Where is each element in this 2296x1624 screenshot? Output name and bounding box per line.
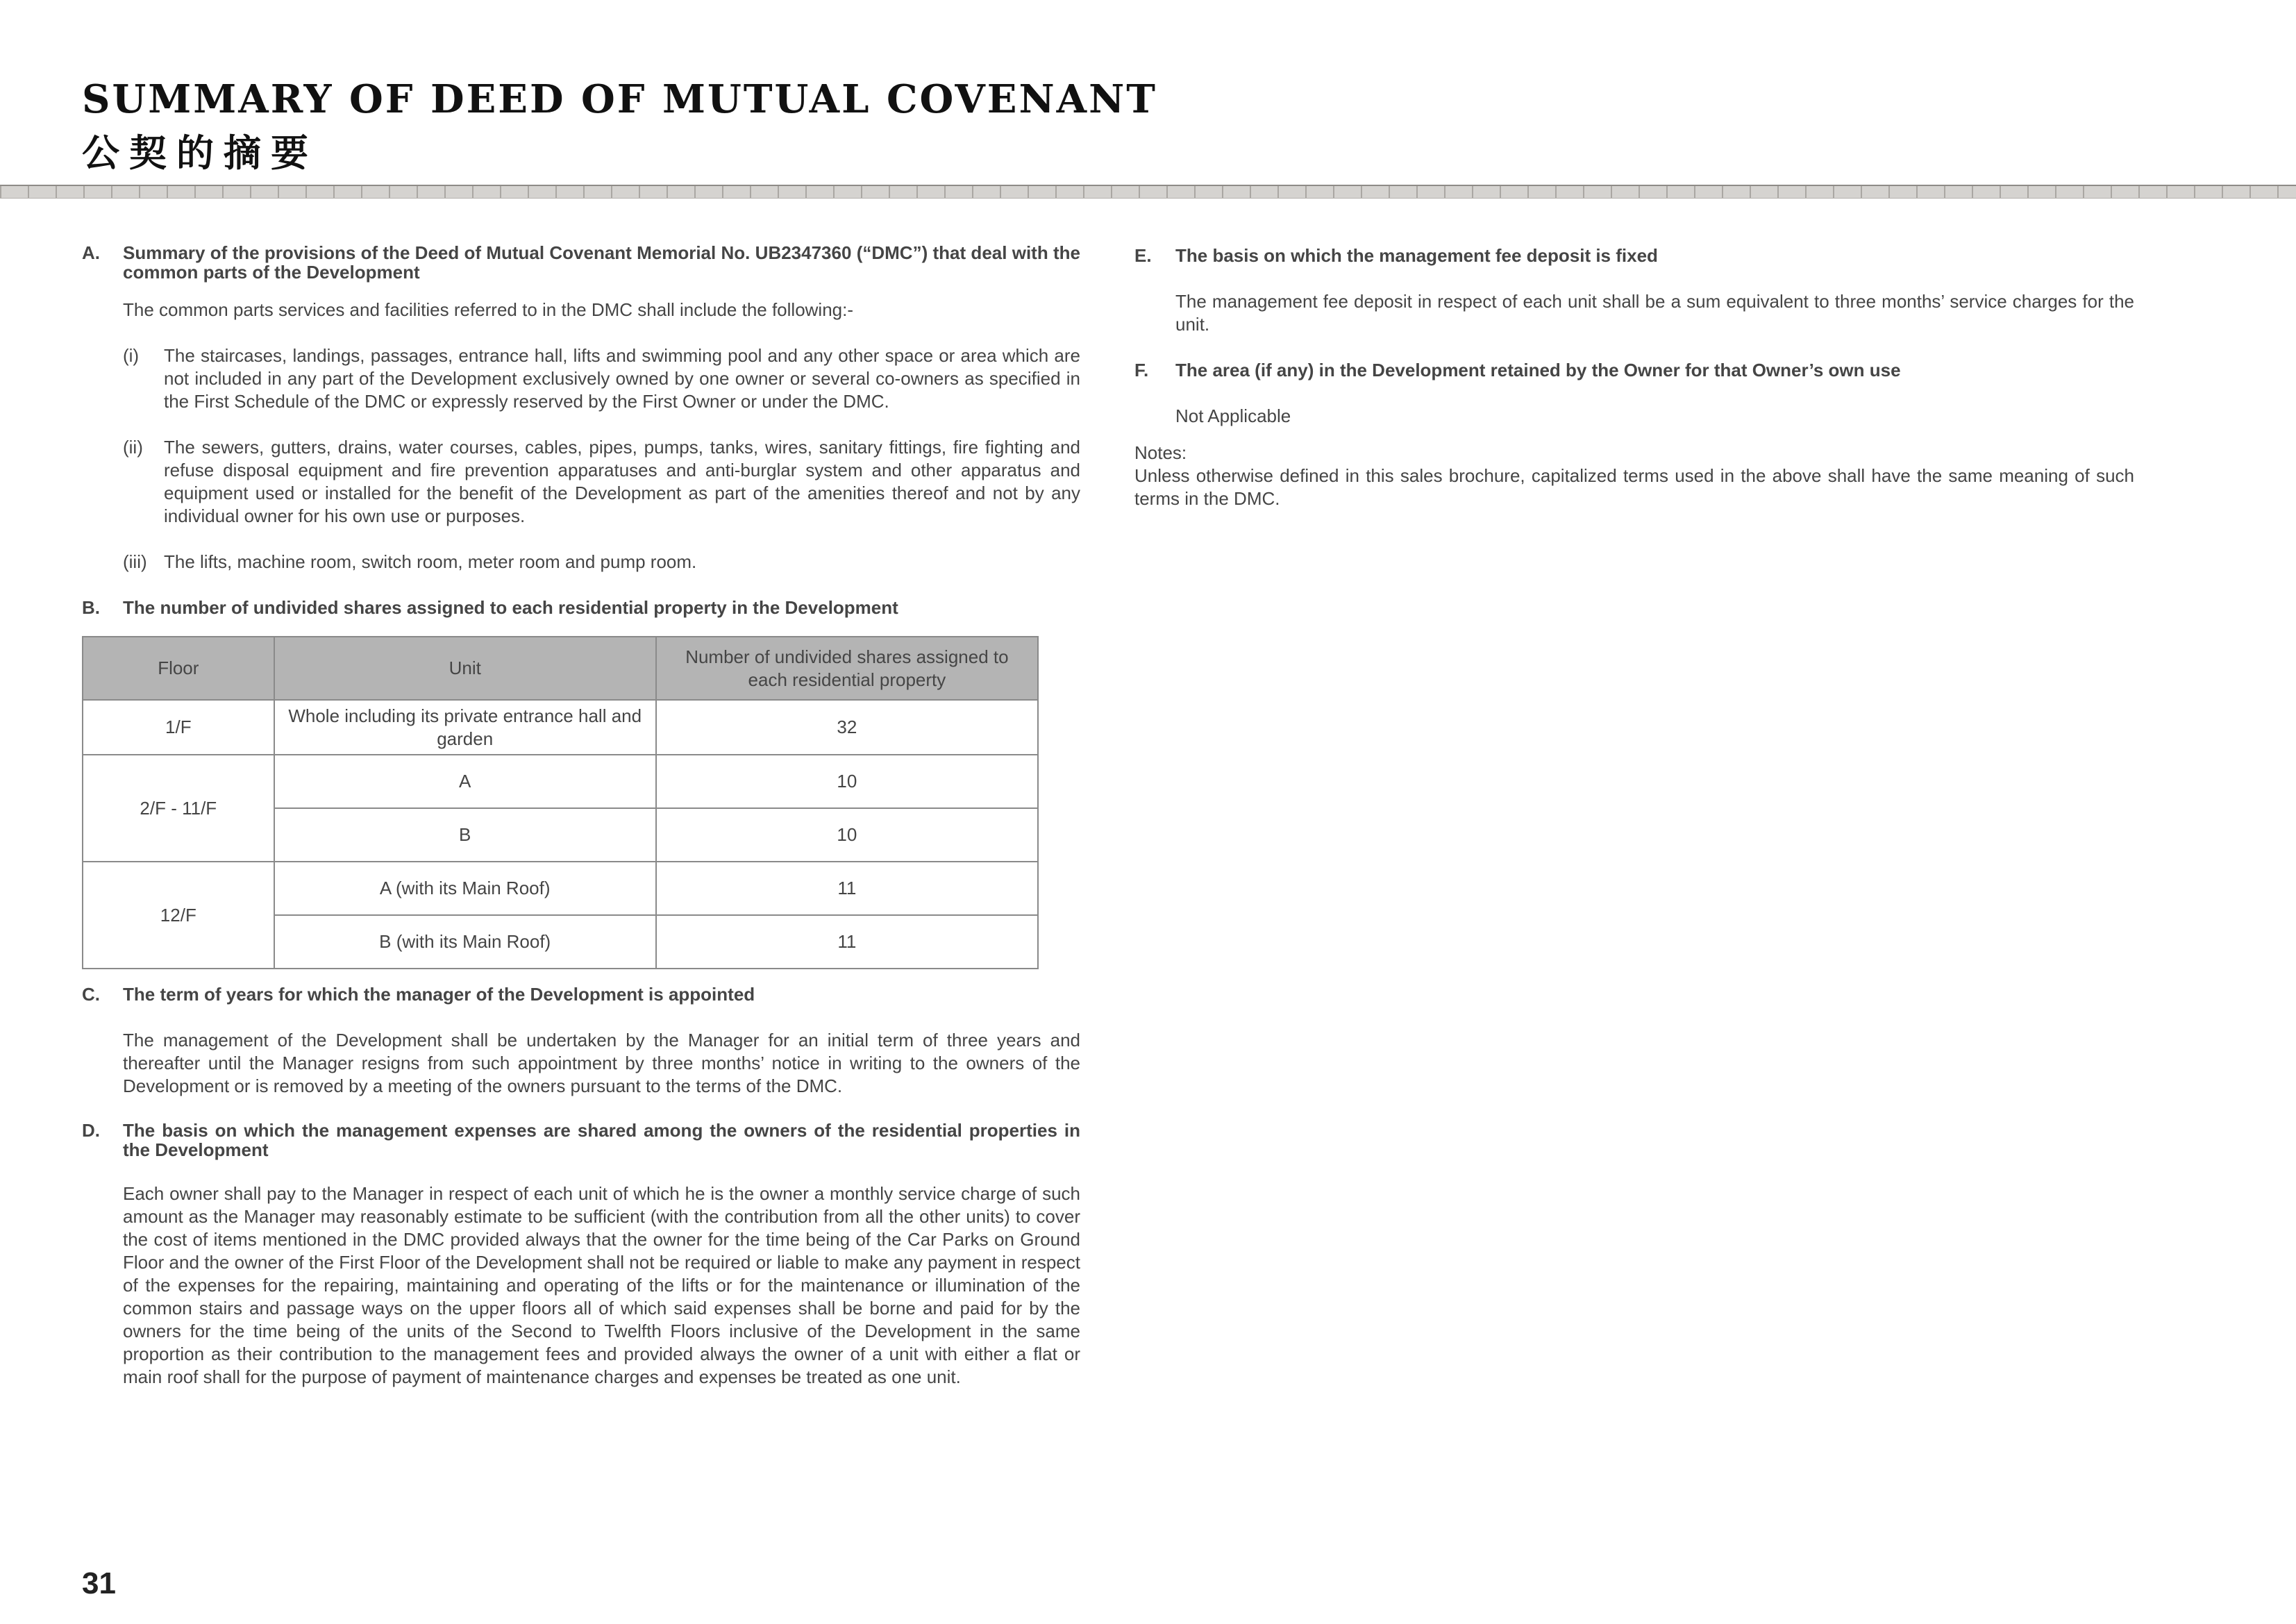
right-column	[1134, 244, 2134, 510]
undivided-shares-table	[82, 636, 1039, 969]
section-f-heading	[1134, 359, 2134, 382]
section-b-heading	[82, 596, 1080, 619]
notes-text: Unless otherwise defined in this sales brochure, capitalized terms used in the above shall have the same meaning of such terms in the DMC.	[1134, 465, 2134, 509]
item-number: (ii)	[123, 437, 143, 458]
section-d-heading	[82, 1121, 1080, 1160]
section-e-heading	[1134, 244, 2134, 267]
item-text: The lifts, machine room, switch room, meter room and pump room.	[164, 551, 697, 572]
page-number: 31	[82, 1566, 116, 1600]
unit-cell: Whole including its private entrance hall and garden	[274, 700, 656, 755]
common-parts-item	[82, 436, 1080, 528]
section-e-heading-text: The basis on which the management fee deposit is fixed	[1175, 245, 1658, 266]
item-number: (iii)	[123, 551, 147, 572]
column-header-shares: Number of undivided shares assigned to each residential property	[656, 637, 1038, 700]
section-a-heading	[82, 243, 1080, 282]
section-c-letter: C.	[82, 984, 100, 1005]
column-header-unit: Unit	[274, 637, 656, 700]
shares-cell: 10	[656, 755, 1038, 808]
page-title: SUMMARY OF DEED OF MUTUAL COVENANT	[82, 76, 1157, 122]
shares-cell: 11	[656, 862, 1038, 915]
unit-cell: A (with its Main Roof)	[274, 862, 656, 915]
page-title-chinese: 公契的摘要	[82, 131, 318, 175]
section-b-heading-text: The number of undivided shares assigned to each residential property in the Development	[123, 597, 898, 618]
section-a-intro: The common parts services and facilities referred to in the DMC shall include the following:-	[123, 299, 854, 320]
item-number: (i)	[123, 345, 140, 366]
section-a-heading-text: Summary of the provisions of the Deed of Mutual Covenant Memorial No. UB2347360 (“DMC”) that deal with the common parts of the Development	[123, 242, 1080, 283]
section-f-body: Not Applicable	[1175, 405, 1291, 426]
floor-cell: 1/F	[83, 700, 274, 755]
section-d-letter: D.	[82, 1120, 100, 1141]
shares-cell: 11	[656, 915, 1038, 969]
table-row	[83, 700, 1038, 755]
item-text: The sewers, gutters, drains, water courses, cables, pipes, pumps, tanks, wires, sanitary fittings, fire fighting and refuse disposal equipment and fire prevention apparatuses and anti-burglar system and other apparatus and equipment used or installed for the benefit of the Development as part of the amenities thereof and not by any individual owner for his own use or purposes.	[164, 437, 1080, 526]
item-text: The staircases, landings, passages, entrance hall, lifts and swimming pool and any other space or area which are not included in any part of the Development exclusively owned by one owner or several co-owners as specified in the First Schedule of the DMC or expressly reserved by the First Owner or under the DMC.	[164, 345, 1080, 412]
notes-label: Notes:	[1134, 442, 1187, 463]
section-c-body: The management of the Development shall be undertaken by the Manager for an initial term of three years and thereafter until the Manager resigns from such appointment by three months’ notice in writing to the owners of the Development or is removed by a meeting of the owners pursuant to the terms of the DMC.	[123, 1030, 1080, 1096]
left-column	[82, 243, 1080, 1389]
section-f-letter: F.	[1134, 360, 1149, 380]
table-row	[83, 862, 1038, 915]
unit-cell: A	[274, 755, 656, 808]
section-a-letter: A.	[82, 242, 100, 263]
section-d-heading-text: The basis on which the management expenses are shared among the owners of the residential properties in the Development	[123, 1120, 1080, 1160]
header-divider	[0, 185, 2296, 199]
common-parts-item	[82, 344, 1080, 413]
section-e-letter: E.	[1134, 245, 1152, 266]
section-c-heading-text: The term of years for which the manager of the Development is appointed	[123, 984, 755, 1005]
column-header-floor: Floor	[83, 637, 274, 700]
section-b-letter: B.	[82, 597, 100, 618]
floor-cell: 12/F	[83, 862, 274, 969]
section-f-heading-text: The area (if any) in the Development retained by the Owner for that Owner’s own use	[1175, 360, 1901, 380]
section-d-body: Each owner shall pay to the Manager in respect of each unit of which he is the owner a monthly service charge of such amount as the Manager may reasonably estimate to be sufficient (with the contribution from all the other units) to cover the cost of items mentioned in the DMC provided always that the owner for the time being of the Car Parks on Ground Floor and the owner of the First Floor of the Development shall not be required or liable to make any payment in respect of the expenses for the repairing, maintaining and operating of the lifts or for the maintenance or illumination of the common stairs and passage ways on the upper floors all of which said expenses shall be borne and paid for by the owners for the time being of the units of the Second to Twelfth Floors inclusive of the Development in the same proportion as their contribution to the management fees and provided always the owner of a unit with either a flat or main roof shall for the purpose of payment of maintenance charges and expenses be treated as one unit.	[123, 1183, 1080, 1387]
table-header-row	[83, 637, 1038, 700]
section-c-heading	[82, 983, 1080, 1006]
unit-cell: B	[274, 808, 656, 862]
shares-cell: 10	[656, 808, 1038, 862]
common-parts-item	[82, 551, 1080, 574]
shares-cell: 32	[656, 700, 1038, 755]
floor-cell: 2/F - 11/F	[83, 755, 274, 862]
unit-cell: B (with its Main Roof)	[274, 915, 656, 969]
section-e-body: The management fee deposit in respect of each unit shall be a sum equivalent to three months’ service charges for the unit.	[1175, 291, 2134, 335]
table-row	[83, 755, 1038, 808]
